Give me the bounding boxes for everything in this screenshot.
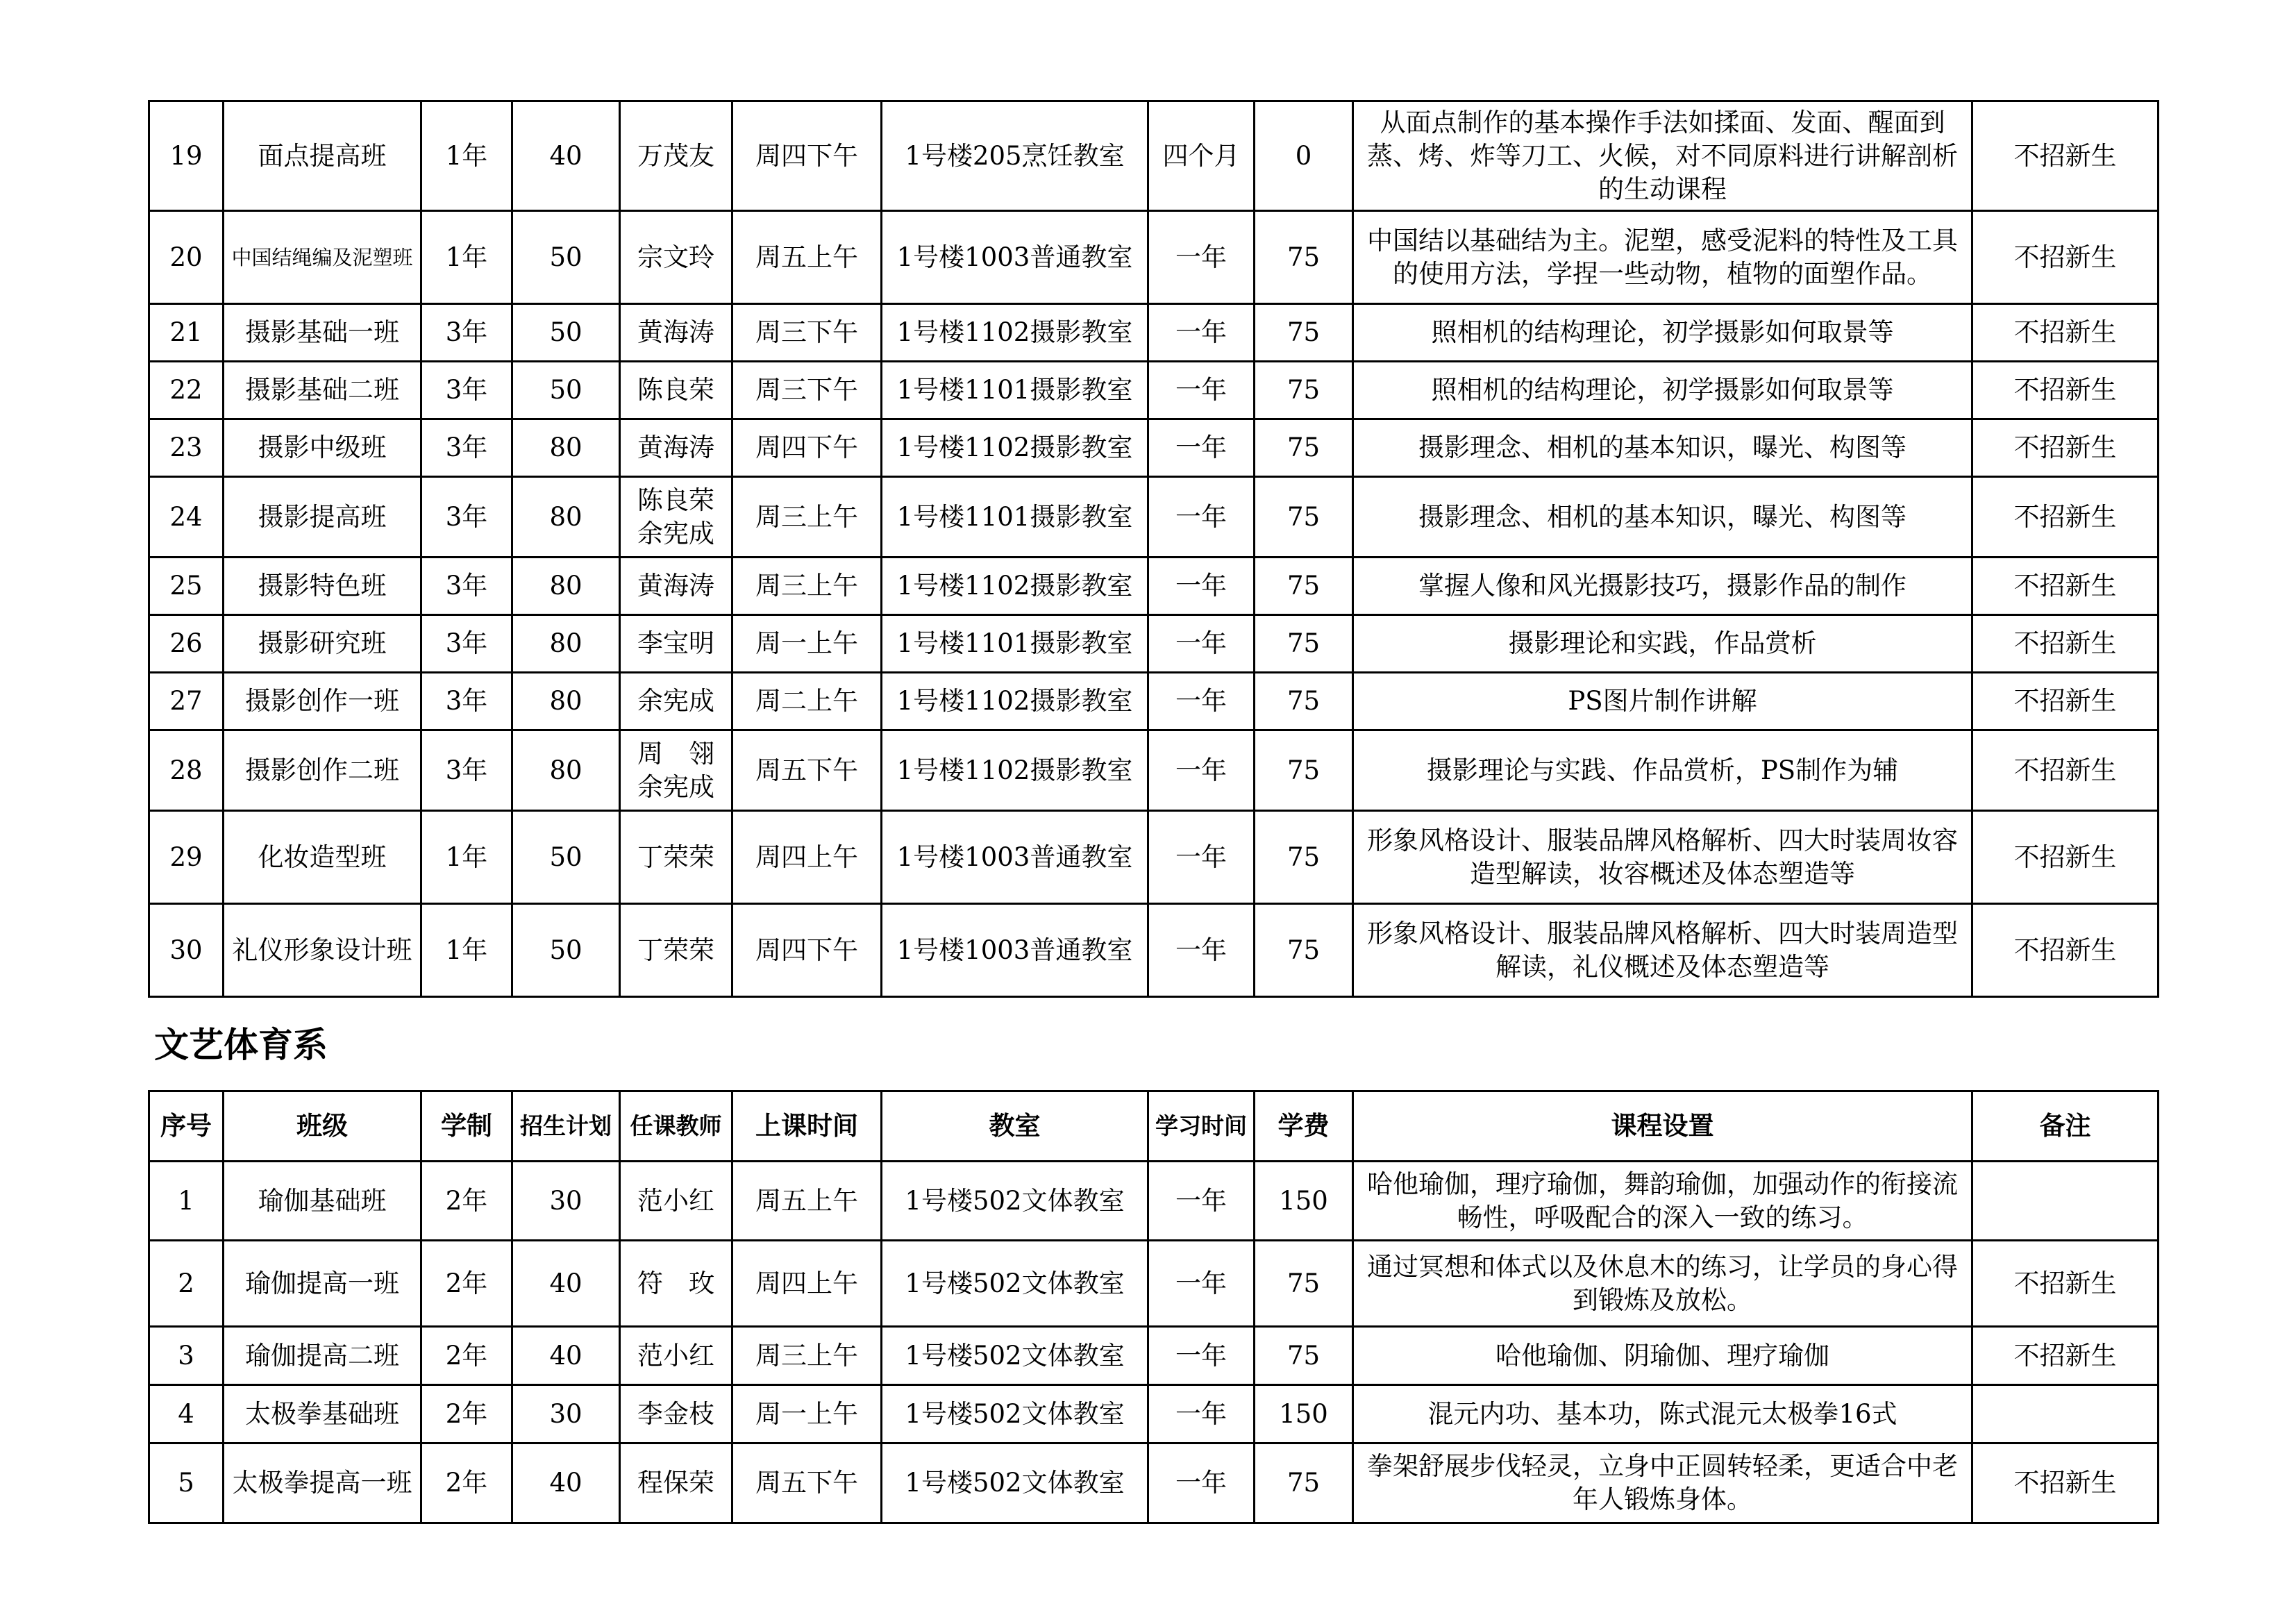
header-number: 序号 xyxy=(149,1091,224,1162)
study-duration: 一年 xyxy=(1148,1443,1255,1523)
header-teacher: 任课教师 xyxy=(620,1091,732,1162)
teacher: 黄海涛 xyxy=(620,419,732,477)
row-number: 24 xyxy=(149,477,224,558)
header-years: 学制 xyxy=(421,1091,512,1162)
course-table-continued xyxy=(148,100,2159,998)
class-name: 瑜伽提高二班 xyxy=(224,1327,421,1385)
classroom: 1号楼1102摄影教室 xyxy=(882,558,1148,615)
teacher: 陈良荣 xyxy=(620,362,732,419)
class-name: 摄影创作一班 xyxy=(224,673,421,730)
table-row xyxy=(149,1162,2159,1241)
class-years: 2年 xyxy=(421,1385,512,1443)
header-classroom: 教室 xyxy=(882,1091,1148,1162)
enrollment-plan: 40 xyxy=(512,1327,620,1385)
teacher: 范小红 xyxy=(620,1162,732,1241)
course-content: 混元内功、基本功，陈式混元太极拳16式 xyxy=(1353,1385,1972,1443)
tuition-fee: 75 xyxy=(1255,904,1353,997)
class-time: 周一上午 xyxy=(732,1385,882,1443)
classroom: 1号楼502文体教室 xyxy=(882,1443,1148,1523)
classroom: 1号楼1102摄影教室 xyxy=(882,419,1148,477)
tuition-fee: 75 xyxy=(1255,811,1353,904)
enrollment-plan: 40 xyxy=(512,101,620,211)
remark: 不招新生 xyxy=(1972,1241,2159,1327)
enrollment-plan: 50 xyxy=(512,304,620,362)
enrollment-plan: 80 xyxy=(512,673,620,730)
class-years: 1年 xyxy=(421,101,512,211)
table-row xyxy=(149,673,2159,730)
class-years: 2年 xyxy=(421,1443,512,1523)
teacher: 余宪成 xyxy=(637,771,714,802)
teacher: 程保荣 xyxy=(620,1443,732,1523)
class-time: 周五上午 xyxy=(732,1162,882,1241)
class-name: 太极拳提高一班 xyxy=(224,1443,421,1523)
teacher-pair xyxy=(620,477,732,558)
class-time: 周四上午 xyxy=(732,811,882,904)
header-tuition-fee: 学费 xyxy=(1255,1091,1353,1162)
study-duration: 一年 xyxy=(1148,811,1255,904)
remark: 不招新生 xyxy=(1972,477,2159,558)
teacher: 余宪成 xyxy=(637,518,714,549)
classroom: 1号楼1101摄影教室 xyxy=(882,477,1148,558)
study-duration: 一年 xyxy=(1148,1327,1255,1385)
header-study-duration: 学习时间 xyxy=(1148,1091,1255,1162)
remark: 不招新生 xyxy=(1972,673,2159,730)
tuition-fee: 0 xyxy=(1255,101,1353,211)
study-duration: 一年 xyxy=(1148,558,1255,615)
classroom: 1号楼1003普通教室 xyxy=(882,811,1148,904)
teacher: 万茂友 xyxy=(620,101,732,211)
enrollment-plan: 30 xyxy=(512,1385,620,1443)
classroom: 1号楼1003普通教室 xyxy=(882,904,1148,997)
remark: 不招新生 xyxy=(1972,419,2159,477)
remark xyxy=(1972,1385,2159,1443)
class-time: 周三下午 xyxy=(732,362,882,419)
table-row xyxy=(149,558,2159,615)
remark: 不招新生 xyxy=(1972,615,2159,673)
class-name: 礼仪形象设计班 xyxy=(224,904,421,997)
teacher: 周 翎 xyxy=(637,738,714,769)
course-content: 摄影理念、相机的基本知识，曝光、构图等 xyxy=(1353,477,1972,558)
class-time: 周五下午 xyxy=(732,730,882,811)
section-title: 文艺体育系 xyxy=(154,1025,328,1065)
row-number: 22 xyxy=(149,362,224,419)
course-content: 哈他瑜伽，理疗瑜伽，舞韵瑜伽，加强动作的衔接流畅性，呼吸配合的深入一致的练习。 xyxy=(1353,1162,1972,1241)
remark: 不招新生 xyxy=(1972,730,2159,811)
teacher: 范小红 xyxy=(620,1327,732,1385)
enrollment-plan: 80 xyxy=(512,615,620,673)
course-content: 照相机的结构理论，初学摄影如何取景等 xyxy=(1353,304,1972,362)
row-number: 27 xyxy=(149,673,224,730)
row-number: 2 xyxy=(149,1241,224,1327)
enrollment-plan: 40 xyxy=(512,1241,620,1327)
enrollment-plan: 80 xyxy=(512,419,620,477)
remark xyxy=(1972,1162,2159,1241)
tuition-fee: 75 xyxy=(1255,304,1353,362)
class-years: 3年 xyxy=(421,419,512,477)
class-years: 3年 xyxy=(421,730,512,811)
row-number: 28 xyxy=(149,730,224,811)
enrollment-plan: 30 xyxy=(512,1162,620,1241)
tuition-fee: 75 xyxy=(1255,362,1353,419)
study-duration: 一年 xyxy=(1148,211,1255,304)
teacher: 李金枝 xyxy=(620,1385,732,1443)
header-course-content: 课程设置 xyxy=(1353,1091,1972,1162)
class-time: 周一上午 xyxy=(732,615,882,673)
row-number: 20 xyxy=(149,211,224,304)
tuition-fee: 75 xyxy=(1255,1241,1353,1327)
study-duration: 一年 xyxy=(1148,1162,1255,1241)
row-number: 23 xyxy=(149,419,224,477)
tuition-fee: 75 xyxy=(1255,419,1353,477)
row-number: 21 xyxy=(149,304,224,362)
tuition-fee: 75 xyxy=(1255,211,1353,304)
enrollment-plan: 80 xyxy=(512,477,620,558)
table-row xyxy=(149,419,2159,477)
class-years: 2年 xyxy=(421,1162,512,1241)
course-content: 形象风格设计、服装品牌风格解析、四大时装周妆容造型解读，妆容概述及体态塑造等 xyxy=(1353,811,1972,904)
row-number: 19 xyxy=(149,101,224,211)
class-time: 周四上午 xyxy=(732,1241,882,1327)
remark: 不招新生 xyxy=(1972,811,2159,904)
course-content: 形象风格设计、服装品牌风格解析、四大时装周造型解读，礼仪概述及体态塑造等 xyxy=(1353,904,1972,997)
course-content: 照相机的结构理论，初学摄影如何取景等 xyxy=(1353,362,1972,419)
class-name: 化妆造型班 xyxy=(224,811,421,904)
classroom: 1号楼1101摄影教室 xyxy=(882,362,1148,419)
class-name: 摄影提高班 xyxy=(224,477,421,558)
class-years: 3年 xyxy=(421,615,512,673)
classroom: 1号楼1101摄影教室 xyxy=(882,615,1148,673)
class-name: 瑜伽基础班 xyxy=(224,1162,421,1241)
class-name: 摄影基础一班 xyxy=(224,304,421,362)
remark: 不招新生 xyxy=(1972,101,2159,211)
row-number: 1 xyxy=(149,1162,224,1241)
class-name: 摄影创作二班 xyxy=(224,730,421,811)
study-duration: 一年 xyxy=(1148,1241,1255,1327)
course-content: 从面点制作的基本操作手法如揉面、发面、醒面到蒸、烤、炸等刀工、火候，对不同原料进行讲解剖析的生动课程 xyxy=(1353,101,1972,211)
remark: 不招新生 xyxy=(1972,1327,2159,1385)
course-content: 拳架舒展步伐轻灵，立身中正圆转轻柔，更适合中老年人锻炼身体。 xyxy=(1353,1443,1972,1523)
classroom: 1号楼502文体教室 xyxy=(882,1327,1148,1385)
class-years: 2年 xyxy=(421,1241,512,1327)
class-name: 瑜伽提高一班 xyxy=(224,1241,421,1327)
table-row xyxy=(149,1327,2159,1385)
table-row xyxy=(149,730,2159,811)
course-content: 中国结以基础结为主。泥塑，感受泥料的特性及工具的使用方法，学捏一些动物，植物的面塑作品。 xyxy=(1353,211,1972,304)
course-content: 通过冥想和体式以及休息木的练习，让学员的身心得到锻炼及放松。 xyxy=(1353,1241,1972,1327)
classroom: 1号楼502文体教室 xyxy=(882,1385,1148,1443)
header-class-time: 上课时间 xyxy=(732,1091,882,1162)
tuition-fee: 75 xyxy=(1255,1443,1353,1523)
class-time: 周二上午 xyxy=(732,673,882,730)
course-content: 摄影理论和实践，作品赏析 xyxy=(1353,615,1972,673)
header-class: 班级 xyxy=(224,1091,421,1162)
tuition-fee: 75 xyxy=(1255,1327,1353,1385)
class-time: 周四下午 xyxy=(732,101,882,211)
table-row xyxy=(149,211,2159,304)
teacher: 黄海涛 xyxy=(620,304,732,362)
teacher: 宗文玲 xyxy=(620,211,732,304)
teacher-pair xyxy=(620,730,732,811)
class-time: 周五下午 xyxy=(732,1443,882,1523)
classroom: 1号楼1102摄影教室 xyxy=(882,304,1148,362)
header-remark: 备注 xyxy=(1972,1091,2159,1162)
class-years: 3年 xyxy=(421,362,512,419)
tuition-fee: 75 xyxy=(1255,673,1353,730)
tuition-fee: 150 xyxy=(1255,1385,1353,1443)
teacher: 丁荣荣 xyxy=(620,811,732,904)
class-name: 摄影特色班 xyxy=(224,558,421,615)
table-row xyxy=(149,362,2159,419)
class-name: 中国结绳编及泥塑班 xyxy=(224,211,421,304)
study-duration: 一年 xyxy=(1148,419,1255,477)
class-time: 周三上午 xyxy=(732,1327,882,1385)
classroom: 1号楼205烹饪教室 xyxy=(882,101,1148,211)
study-duration: 一年 xyxy=(1148,615,1255,673)
remark: 不招新生 xyxy=(1972,904,2159,997)
enrollment-plan: 50 xyxy=(512,904,620,997)
class-time: 周三上午 xyxy=(732,558,882,615)
class-years: 2年 xyxy=(421,1327,512,1385)
row-number: 30 xyxy=(149,904,224,997)
teacher: 李宝明 xyxy=(620,615,732,673)
class-name: 摄影研究班 xyxy=(224,615,421,673)
enrollment-plan: 40 xyxy=(512,1443,620,1523)
header-enrollment-plan: 招生计划 xyxy=(512,1091,620,1162)
teacher: 丁荣荣 xyxy=(620,904,732,997)
classroom: 1号楼1102摄影教室 xyxy=(882,673,1148,730)
row-number: 26 xyxy=(149,615,224,673)
tuition-fee: 75 xyxy=(1255,615,1353,673)
study-duration: 一年 xyxy=(1148,1385,1255,1443)
study-duration: 一年 xyxy=(1148,362,1255,419)
table-row xyxy=(149,477,2159,558)
study-duration: 一年 xyxy=(1148,673,1255,730)
course-content: 掌握人像和风光摄影技巧，摄影作品的制作 xyxy=(1353,558,1972,615)
row-number: 4 xyxy=(149,1385,224,1443)
class-time: 周四下午 xyxy=(732,904,882,997)
classroom: 1号楼502文体教室 xyxy=(882,1162,1148,1241)
class-name: 摄影中级班 xyxy=(224,419,421,477)
enrollment-plan: 50 xyxy=(512,211,620,304)
class-time: 周四下午 xyxy=(732,419,882,477)
enrollment-plan: 80 xyxy=(512,558,620,615)
table-row xyxy=(149,1385,2159,1443)
table-row xyxy=(149,304,2159,362)
classroom: 1号楼502文体教室 xyxy=(882,1241,1148,1327)
tuition-fee: 75 xyxy=(1255,558,1353,615)
table-row xyxy=(149,615,2159,673)
class-time: 周五上午 xyxy=(732,211,882,304)
study-duration: 一年 xyxy=(1148,904,1255,997)
row-number: 29 xyxy=(149,811,224,904)
teacher: 符 玫 xyxy=(620,1241,732,1327)
table-header-row xyxy=(149,1091,2159,1162)
remark: 不招新生 xyxy=(1972,211,2159,304)
class-name: 摄影基础二班 xyxy=(224,362,421,419)
class-years: 1年 xyxy=(421,811,512,904)
enrollment-plan: 50 xyxy=(512,362,620,419)
class-name: 太极拳基础班 xyxy=(224,1385,421,1443)
class-time: 周三下午 xyxy=(732,304,882,362)
remark: 不招新生 xyxy=(1972,558,2159,615)
row-number: 25 xyxy=(149,558,224,615)
enrollment-plan: 50 xyxy=(512,811,620,904)
study-duration: 一年 xyxy=(1148,477,1255,558)
tuition-fee: 75 xyxy=(1255,730,1353,811)
class-years: 1年 xyxy=(421,211,512,304)
class-years: 3年 xyxy=(421,673,512,730)
class-time: 周三上午 xyxy=(732,477,882,558)
classroom: 1号楼1102摄影教室 xyxy=(882,730,1148,811)
course-content: 摄影理念、相机的基本知识，曝光、构图等 xyxy=(1353,419,1972,477)
table-row xyxy=(149,1241,2159,1327)
course-content: 摄影理论与实践、作品赏析，PS制作为辅 xyxy=(1353,730,1972,811)
course-content: PS图片制作讲解 xyxy=(1353,673,1972,730)
remark: 不招新生 xyxy=(1972,304,2159,362)
class-name: 面点提高班 xyxy=(224,101,421,211)
class-years: 3年 xyxy=(421,304,512,362)
remark: 不招新生 xyxy=(1972,362,2159,419)
classroom: 1号楼1003普通教室 xyxy=(882,211,1148,304)
tuition-fee: 75 xyxy=(1255,477,1353,558)
enrollment-plan: 80 xyxy=(512,730,620,811)
teacher: 陈良荣 xyxy=(637,485,714,515)
teacher: 余宪成 xyxy=(620,673,732,730)
study-duration: 一年 xyxy=(1148,730,1255,811)
class-years: 1年 xyxy=(421,904,512,997)
table-row xyxy=(149,101,2159,211)
row-number: 5 xyxy=(149,1443,224,1523)
table-row xyxy=(149,1443,2159,1523)
tuition-fee: 150 xyxy=(1255,1162,1353,1241)
study-duration: 一年 xyxy=(1148,304,1255,362)
class-years: 3年 xyxy=(421,558,512,615)
course-content: 哈他瑜伽、阴瑜伽、理疗瑜伽 xyxy=(1353,1327,1972,1385)
table-row xyxy=(149,811,2159,904)
teacher: 黄海涛 xyxy=(620,558,732,615)
row-number: 3 xyxy=(149,1327,224,1385)
study-duration: 四个月 xyxy=(1148,101,1255,211)
table-row xyxy=(149,904,2159,997)
arts-sports-course-table xyxy=(148,1090,2159,1524)
class-years: 3年 xyxy=(421,477,512,558)
remark: 不招新生 xyxy=(1972,1443,2159,1523)
